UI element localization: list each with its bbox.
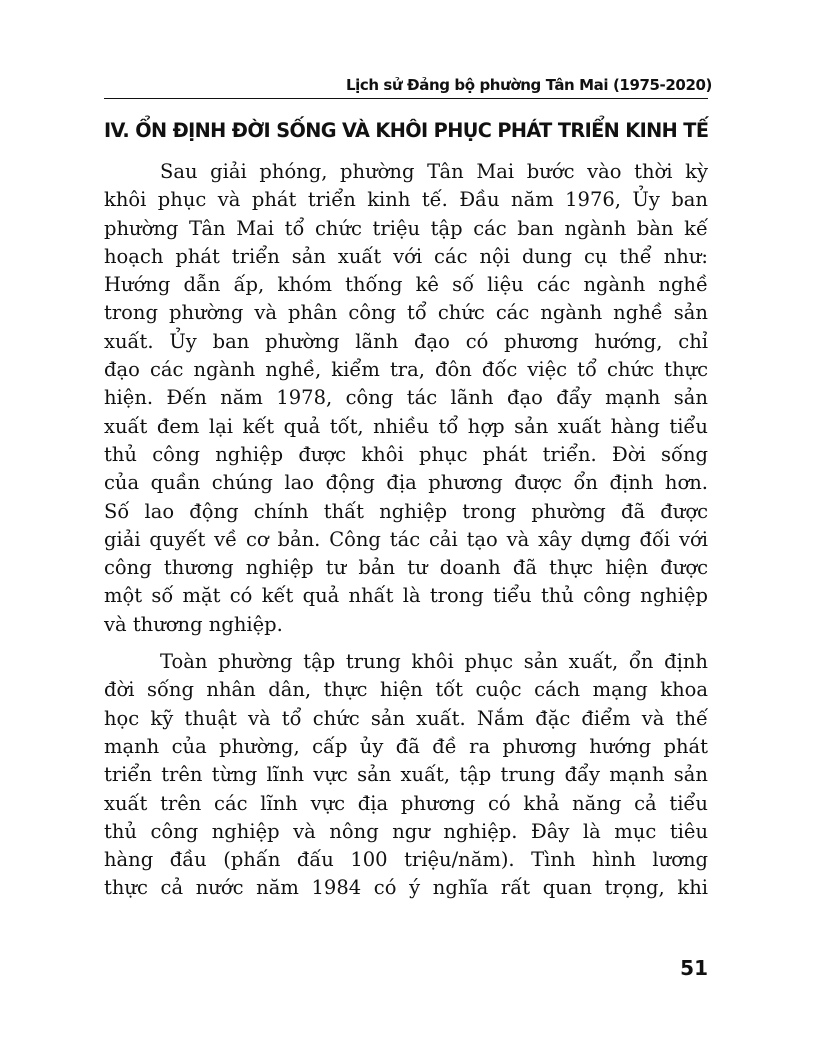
text-line: của quần chúng lao động địa phương được ổn định hơn.	[104, 471, 708, 495]
text-line: và thương nghiệp.	[104, 612, 283, 636]
text-line: thực cả nước năm 1984 có ý nghĩa rất quan trọng, khi	[104, 876, 708, 900]
text-line: học kỹ thuật và tổ chức sản xuất. Nắm đặc điểm và thế	[104, 706, 708, 730]
text-line: đời sống nhân dân, thực hiện tốt cuộc cách mạng khoa	[104, 678, 708, 702]
header-rule	[104, 98, 708, 99]
text-line: hiện. Đến năm 1978, công tác lãnh đạo đẩy mạnh sản	[104, 386, 708, 410]
text-line: xuất đem lại kết quả tốt, nhiều tổ hợp sản xuất hàng tiểu	[104, 414, 708, 438]
running-header: Lịch sử Đảng bộ phường Tân Mai (1975-2020)	[345, 76, 712, 94]
text-line: giải quyết về cơ bản. Công tác cải tạo và xây dựng đối với	[104, 527, 708, 551]
text-line: thủ công nghiệp được khôi phục phát triển. Đời sống	[104, 442, 708, 466]
text-line: Hướng dẫn ấp, khóm thống kê số liệu các ngành nghề	[104, 273, 708, 297]
text-line: trong phường và phân công tổ chức các ngành nghề sản	[104, 301, 708, 325]
text-line: công thương nghiệp tư bản tư doanh đã thực hiện được	[104, 556, 708, 580]
paragraph-1	[104, 158, 708, 639]
text-line: xuất trên các lĩnh vực địa phương có khả năng cả tiểu	[104, 791, 708, 815]
section-title: IV. ỔN ĐỊNH ĐỜI SỐNG VÀ KHÔI PHỤC PHÁT TRIỂN KINH TẾ	[104, 119, 709, 142]
text-line: Số lao động chính thất nghiệp trong phường đã được	[104, 499, 708, 523]
text-line: đạo các ngành nghề, kiểm tra, đôn đốc việc tổ chức thực	[104, 358, 708, 382]
text-line: hàng đầu (phấn đấu 100 triệu/năm). Tình hình lương	[104, 848, 708, 872]
text-line: một số mặt có kết quả nhất là trong tiểu thủ công nghiệp	[104, 584, 708, 608]
text-line: Sau giải phóng, phường Tân Mai bước vào thời kỳ	[160, 160, 708, 183]
text-line: triển trên từng lĩnh vực sản xuất, tập trung đẩy mạnh sản	[104, 763, 708, 787]
text-line: mạnh của phường, cấp ủy đã đề ra phương hướng phát	[104, 734, 708, 758]
text-line: Toàn phường tập trung khôi phục sản xuất, ổn định	[160, 650, 708, 674]
text-line: thủ công nghiệp và nông ngư nghiệp. Đây là mục tiêu	[104, 819, 708, 843]
text-line: phường Tân Mai tổ chức triệu tập các ban ngành bàn kế	[104, 216, 708, 240]
page-number: 51	[680, 956, 708, 980]
text-line: xuất. Ủy ban phường lãnh đạo có phương hướng, chỉ	[104, 329, 708, 353]
body-text	[104, 158, 708, 903]
paragraph-2	[104, 648, 708, 903]
text-line: hoạch phát triển sản xuất với các nội dung cụ thể như:	[104, 244, 708, 268]
text-line: khôi phục và phát triển kinh tế. Đầu năm 1976, Ủy ban	[104, 188, 708, 212]
